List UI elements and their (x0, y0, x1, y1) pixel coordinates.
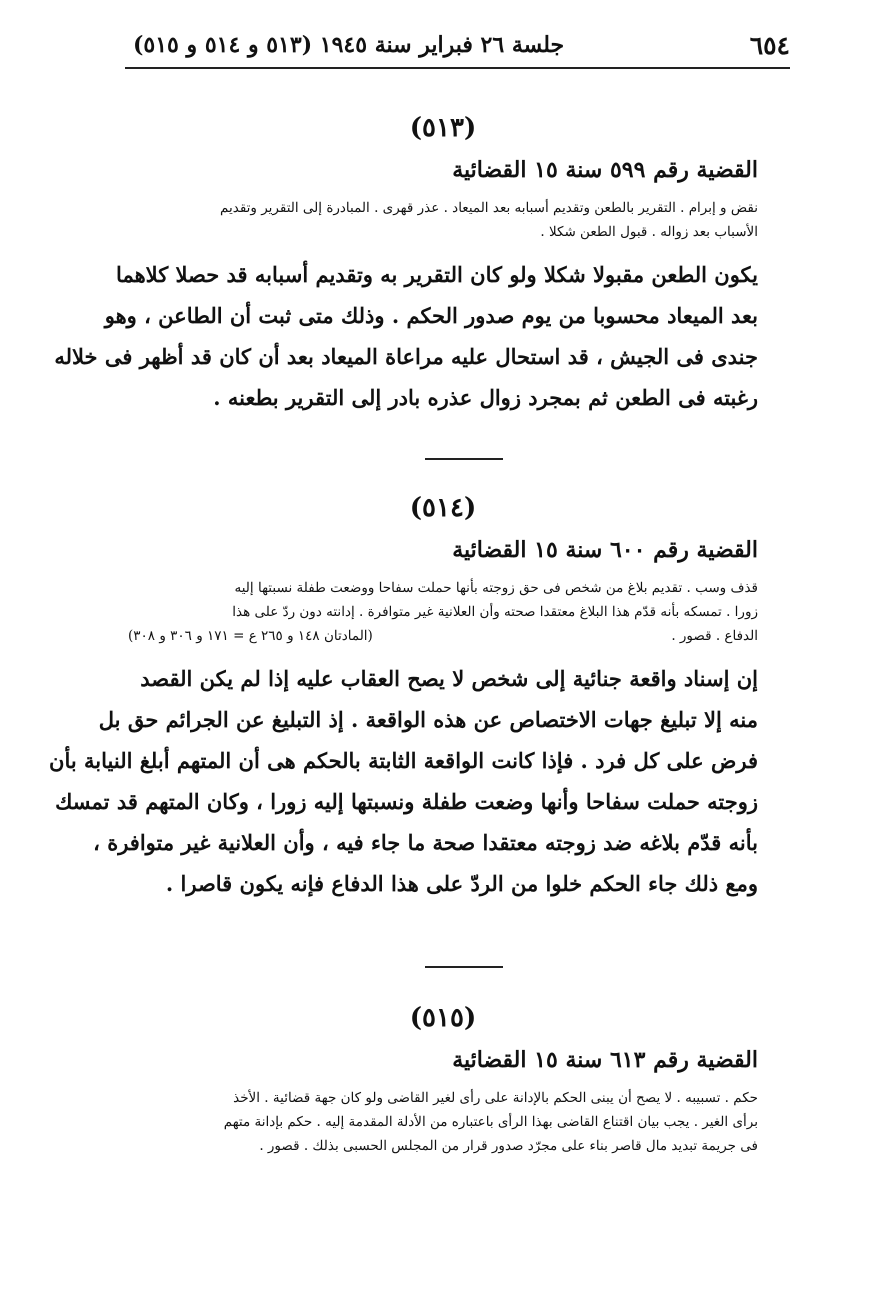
case-number: (٥١٥) (409, 1003, 477, 1033)
page-number: ٦٥٤ (749, 30, 790, 60)
articles-reference: (المادتان ١٤٨ و ٢٦٥ ع = ١٧١ و ٣٠٦ و ٣٠٨) (128, 628, 373, 644)
header-rule (125, 67, 790, 69)
case-514 (49, 488, 758, 904)
body-line: يكون الطعن مقبولا شكلا ولو كان التقرير به وتقديم أسبابه قد حصلا كلاهما (116, 262, 758, 287)
case-number: (٥١٤) (409, 493, 477, 523)
headnote-line: برأى الغير . يجب بيان اقتناع القاضى بهذا الرأى باعتباره من الأدلة المقدمة إليه . حكم بإدانة متهم (223, 1114, 758, 1130)
case-body (54, 254, 758, 418)
case-513 (54, 108, 758, 418)
headnote-articles-line (128, 624, 758, 648)
case-headnote (128, 576, 758, 648)
case-body (49, 658, 758, 904)
body-line: جندى فى الجيش ، قد استحال عليه مراعاة الميعاد بعد أن كان قد أظهر فى خلاله (54, 344, 758, 369)
headnote-line: حكم . تسبيبه . لا يصح أن يبنى الحكم بالإدانة على رأى لغير القاضى ولو كان جهة قضائية . الأخذ (233, 1090, 758, 1106)
headnote-line: فى جريمة تبديد مال قاصر بناء على مجرّد صدور قرار من المجلس الحسبى بذلك . قصور . (259, 1138, 758, 1154)
headnote-line: زورا . تمسكه بأنه قدّم هذا البلاغ معتقدا صحته وأن العلانية غير متوافرة . إدانته دون ردّ على هذا (232, 604, 758, 620)
case-number: (٥١٣) (409, 113, 477, 143)
body-line: منه إلا تبليغ جهات الاختصاص عن هذه الواقعة . إذ التبليغ عن الجرائم حق بل (98, 707, 758, 732)
body-line: بعد الميعاد محسوبا من يوم صدور الحكم . وذلك متى ثبت أن الطاعن ، وهو (104, 303, 758, 328)
case-reference: القضية رقم ٥٩٩ سنة ١٥ القضائية (452, 157, 758, 183)
headnote-line: نقض و إبرام . التقرير بالطعن وتقديم أسبابه بعد الميعاد . عذر قهرى . المبادرة إلى التقرير وتقديم (219, 200, 758, 216)
case-reference: القضية رقم ٦٠٠ سنة ١٥ القضائية (452, 537, 758, 563)
body-line: زوجته حملت سفاحا وأنها وضعت طفلة ونسبتها إليه زورا ، وكان المتهم قد تمسك (55, 789, 758, 814)
headnote-line: قذف وسب . تقديم بلاغ من شخص فى حق زوجته بأنها حملت سفاحا ووضعت طفلة نسبتها إليه (234, 580, 758, 596)
body-line: رغبته فى الطعن ثم بمجرد زوال عذره بادر إلى التقرير بطعنه . (213, 385, 758, 410)
body-line: بأنه قدّم بلاغه ضد زوجته معتقدا صحة ما جاء فيه ، وأن العلانية غير متوافرة ، (93, 830, 758, 855)
case-reference: القضية رقم ٦١٣ سنة ١٥ القضائية (452, 1047, 758, 1073)
section-separator (425, 458, 503, 460)
body-line: إن إسناد واقعة جنائية إلى شخص لا يصح العقاب عليه إذا لم يكن القصد (140, 666, 758, 691)
case-515 (128, 998, 758, 1158)
section-separator (425, 966, 503, 968)
page-header (125, 22, 790, 68)
case-headnote (128, 1086, 758, 1158)
case-headnote (128, 196, 758, 244)
body-line: فرض على كل فرد . فإذا كانت الواقعة الثابتة بالحكم هى أن المتهم أبلغ النيابة بأن (49, 748, 758, 773)
headnote-line: الأسباب بعد زواله . قبول الطعن شكلا . (540, 224, 758, 240)
running-head: جلسة ٢٦ فبراير سنة ١٩٤٥ (٥١٣ و ٥١٤ و ٥١٥) (133, 32, 565, 58)
headnote-last: الدفاع . قصور . (671, 628, 758, 644)
body-line: ومع ذلك جاء الحكم خلوا من الردّ على هذا الدفاع فإنه يكون قاصرا . (165, 871, 758, 896)
